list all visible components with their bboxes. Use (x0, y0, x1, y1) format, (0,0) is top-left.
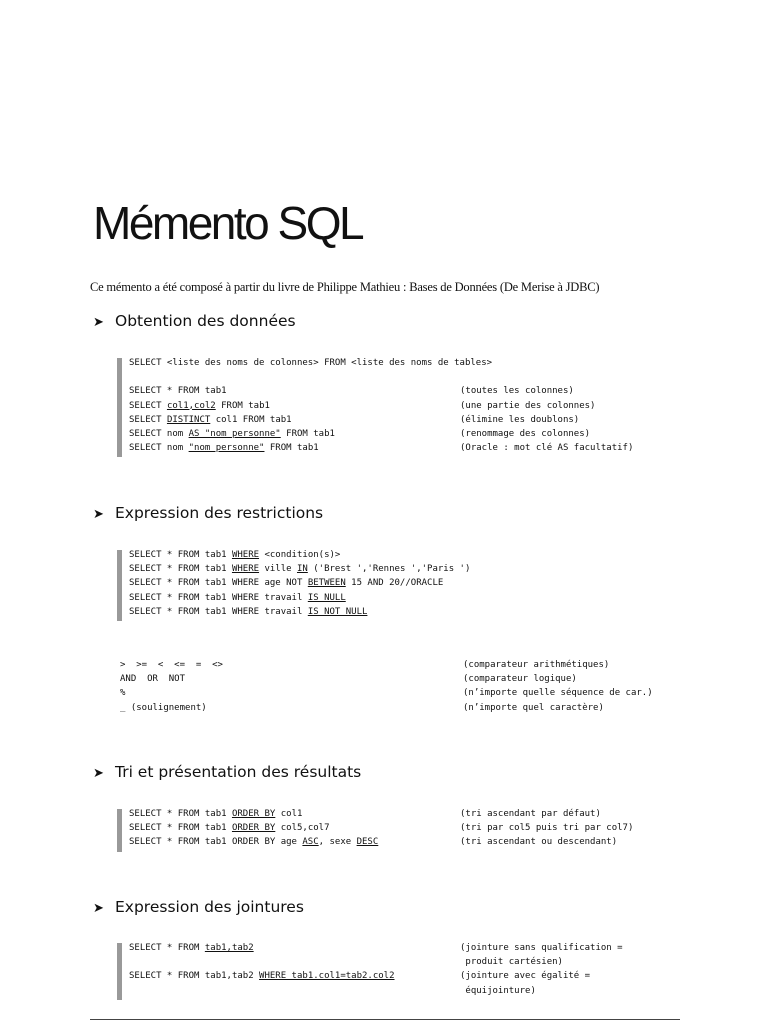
code-comment: produit cartésien) (460, 957, 563, 968)
code-text: SELECT * FROM tab1 WHERE ville IN ('Brest ','Rennes ','Paris ') (129, 564, 471, 575)
code-text: SELECT nom "nom personne" FROM tab1 (129, 443, 319, 454)
section-title-tri (93, 763, 361, 781)
code-comment: (tri ascendant par défaut) (460, 809, 601, 819)
code-text: _ (soulignement) (120, 702, 207, 713)
code-text: AND OR NOT (120, 674, 186, 685)
arrow-bullet-icon: ➤ (93, 766, 104, 781)
code-text: SELECT * FROM tab1 WHERE travail IS NULL (129, 592, 346, 603)
code-comment: (comparateur logique) (463, 674, 577, 685)
code-comment: (n’importe quelle séquence de car.) (463, 688, 653, 699)
code-comment: (tri ascendant ou descendant) (460, 837, 618, 848)
code-comment: (Oracle : mot clé AS facultatif) (460, 443, 634, 454)
code-text: SELECT * FROM tab1 WHERE <condition(s)> (129, 550, 341, 560)
section-title-text: Expression des restrictions (115, 504, 324, 522)
code-text: SELECT nom AS "nom personne" FROM tab1 (129, 428, 335, 439)
code-text: SELECT DISTINCT col1 FROM tab1 (129, 414, 292, 425)
code-text: % (120, 688, 126, 699)
section-title-jointures (93, 898, 304, 916)
code-text: SELECT <liste des noms de colonnes> FROM <liste des noms de tables> (129, 358, 493, 368)
code-text: > >= < <= = <> (120, 660, 223, 670)
operators-block (110, 660, 653, 717)
code-text: SELECT * FROM tab1 ORDER BY col1 (129, 809, 303, 819)
code-text: SELECT * FROM tab1 WHERE travail IS NOT NULL (129, 606, 368, 617)
code-text: SELECT * FROM tab1 ORDER BY col5,col7 (129, 823, 330, 834)
code-text: SELECT * FROM tab1,tab2 (129, 943, 254, 953)
code-comment: (comparateur arithmétiques) (463, 660, 610, 670)
arrow-bullet-icon: ➤ (93, 901, 104, 916)
code-comment: (renommage des colonnes) (460, 428, 591, 439)
section-title-restrictions (93, 504, 323, 522)
code-text: SELECT col1,col2 FROM tab1 (129, 400, 270, 411)
code-comment: (jointure sans qualification = (460, 943, 623, 953)
code-block-select (117, 358, 634, 457)
section-title-text: Obtention des données (115, 312, 296, 330)
code-block-where (117, 550, 471, 621)
code-comment: (jointure avec égalité = (460, 971, 591, 982)
section-title-text: Tri et présentation des résultats (115, 763, 362, 781)
code-comment: (toutes les colonnes) (460, 386, 574, 397)
code-block-order-by (117, 809, 634, 852)
arrow-bullet-icon: ➤ (93, 315, 104, 330)
code-block-joins (117, 943, 623, 1000)
intro-paragraph: Ce mémento a été composé à partir du livre de Philippe Mathieu : Bases de Données (De Merise à JDBC) (90, 280, 600, 294)
code-text: SELECT * FROM tab1 WHERE age NOT BETWEEN 15 AND 20//ORACLE (129, 578, 444, 589)
footer-divider (90, 1019, 680, 1020)
page-title: Mémento SQL (93, 197, 363, 249)
code-text: SELECT * FROM tab1,tab2 WHERE tab1.col1=tab2.col2 (129, 971, 395, 982)
arrow-bullet-icon: ➤ (93, 507, 104, 522)
section-title-obtention (93, 312, 296, 330)
code-text: SELECT * FROM tab1 ORDER BY age ASC, sexe DESC (129, 837, 379, 848)
code-comment: (une partie des colonnes) (460, 400, 596, 411)
code-comment: (n’importe quel caractère) (463, 702, 604, 713)
code-text: SELECT * FROM tab1 (129, 386, 227, 397)
code-comment: (élimine les doublons) (460, 414, 580, 425)
code-comment: équijointure) (460, 985, 536, 996)
code-comment: (tri par col5 puis tri par col7) (460, 823, 634, 834)
section-title-text: Expression des jointures (115, 898, 304, 916)
